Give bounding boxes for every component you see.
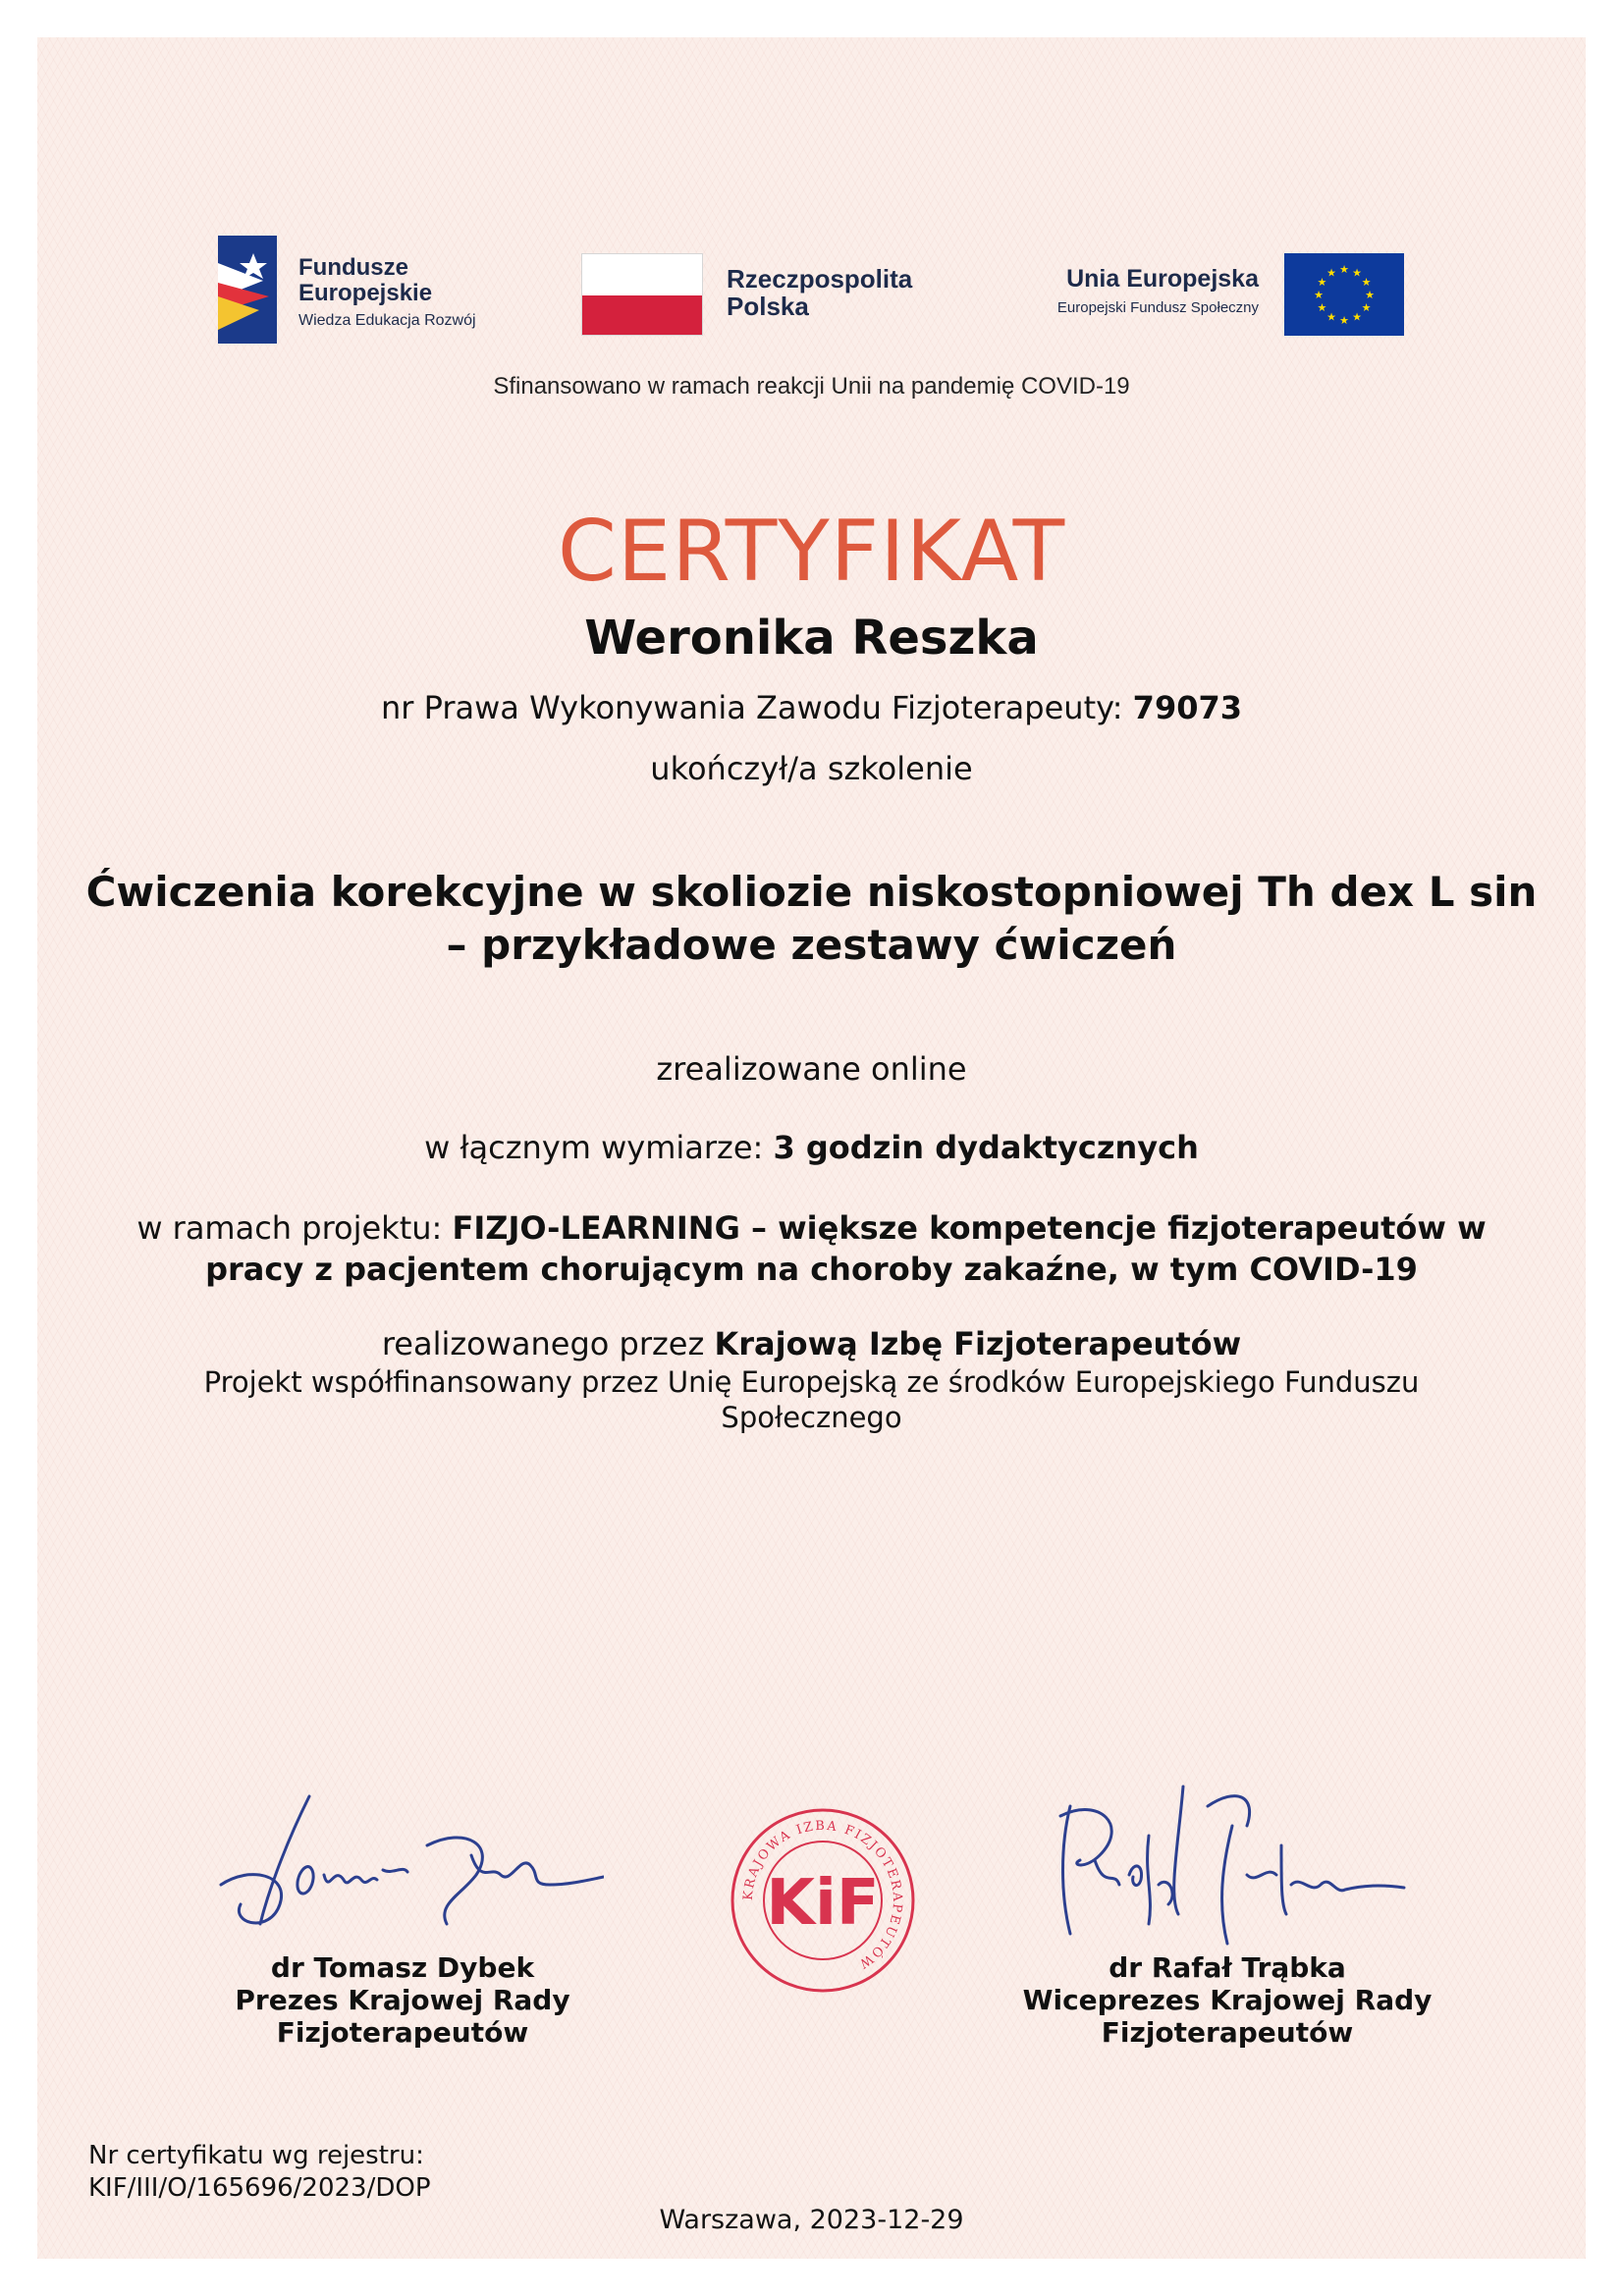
fe-line1: Fundusze: [298, 254, 408, 281]
project-value: FIZJO-LEARNING – większe kompetencje fizjoterapeutów w pracy z pacjentem chorującym na choroby zakaźne, w tym COVID-19: [205, 1209, 1487, 1288]
eu-star-icon: ★: [1314, 289, 1324, 301]
project-label: w ramach projektu:: [136, 1209, 443, 1247]
eu-star-icon: ★: [1326, 266, 1336, 280]
license-line: [0, 689, 1623, 726]
signatory-right-role2: Fizjoterapeutów: [1101, 2016, 1354, 2049]
eu-star-icon: ★: [1352, 310, 1362, 324]
fe-tagline: Wiedza Edukacja Rozwój: [298, 312, 476, 329]
signatory-left: [187, 1951, 619, 2049]
hours-label: w łącznym wymiarze:: [424, 1129, 764, 1166]
license-label: nr Prawa Wykonywania Zawodu Fizjoterapeuty:: [381, 689, 1123, 726]
rzeczpospolita-polska-logo: [581, 253, 974, 338]
seal-center-text: KiF: [766, 1867, 880, 1940]
eu-star-icon: ★: [1352, 266, 1362, 280]
eu-star-icon: ★: [1339, 314, 1349, 327]
eu-star-icon: ★: [1317, 301, 1327, 314]
signatory-right-name: dr Rafał Trąbka: [1109, 1951, 1346, 1984]
certificate-title: CERTYFIKAT: [557, 503, 1066, 601]
kif-seal: [725, 1802, 921, 1999]
polish-flag-icon: [581, 253, 703, 336]
registry-number: KIF/III/O/165696/2023/DOP: [88, 2173, 431, 2203]
signature-right: [1041, 1767, 1434, 1953]
fe-star-icon: [218, 236, 277, 344]
eu-star-icon: ★: [1317, 276, 1327, 289]
completed-text: ukończył/a szkolenie: [650, 750, 973, 787]
signatory-right-role1: Wiceprezes Krajowej Rady: [1022, 1984, 1433, 2016]
org-value: Krajową Izbę Fizjoterapeutów: [714, 1325, 1242, 1362]
registry-block: [88, 2140, 431, 2205]
eu-star-icon: ★: [1326, 310, 1336, 324]
fe-line2: Europejskie: [298, 280, 433, 306]
eu-star-icon: ★: [1365, 289, 1375, 301]
unia-europejska-logo: [1001, 253, 1404, 338]
registry-label: Nr certyfikatu wg rejestru:: [88, 2141, 424, 2170]
funding-note: Sfinansowano w ramach reakcji Unii na pandemię COVID-19: [493, 373, 1130, 400]
signatory-right: [992, 1951, 1463, 2049]
signature-left: [201, 1777, 604, 1944]
signatory-left-role1: Prezes Krajowej Rady: [235, 1984, 570, 2016]
org-label: realizowanego przez: [381, 1325, 705, 1362]
eu-star-icon: ★: [1339, 263, 1349, 276]
recipient-name: Weronika Reszka: [584, 611, 1039, 666]
fundusze-europejskie-logo: [218, 236, 513, 346]
cofinancing-note: Projekt współfinansowany przez Unię Europejską ze środków Europejskiego Funduszu Społecznego: [203, 1365, 1420, 1434]
hours-value: 3 godzin dydaktycznych: [773, 1129, 1199, 1166]
eu-line2: Europejski Fundusz Społeczny: [1056, 299, 1259, 316]
course-mode: zrealizowane online: [656, 1050, 967, 1088]
pl-line1: Rzeczpospolita: [727, 264, 913, 294]
license-number: 79073: [1132, 689, 1242, 726]
seal-ring-text: KRAJOWA IZBA FIZJOTERAPEUTÓW: [740, 1818, 905, 1972]
organizer-line: [0, 1325, 1623, 1362]
project-line: [88, 1207, 1535, 1290]
course-title: Ćwiczenia korekcyjne w skoliozie niskostopniowej Th dex L sin – przykładowe zestawy ćwiczeń: [85, 868, 1538, 969]
eu-line1: Unia Europejska: [1066, 265, 1259, 293]
signatory-left-name: dr Tomasz Dybek: [270, 1951, 535, 1984]
pl-line2: Polska: [727, 292, 809, 321]
place-date: Warszawa, 2023-12-29: [659, 2205, 964, 2235]
signatory-left-role2: Fizjoterapeutów: [276, 2016, 529, 2049]
eu-star-icon: ★: [1361, 301, 1372, 314]
eu-star-icon: ★: [1361, 276, 1372, 289]
hours-line: [0, 1129, 1623, 1166]
eu-flag-icon: [1284, 253, 1404, 336]
